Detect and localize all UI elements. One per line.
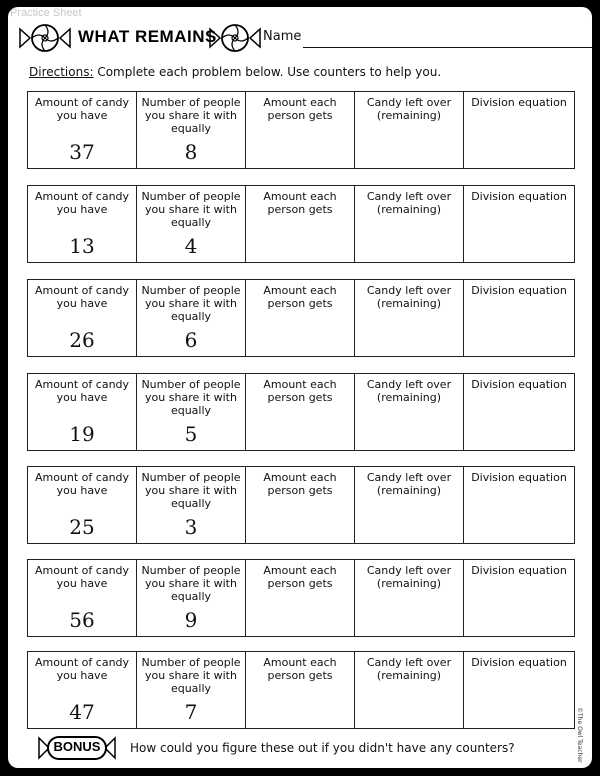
column-header: Amount of candy you have	[34, 190, 130, 216]
problem-row	[27, 185, 575, 263]
candy-amount-cell	[28, 467, 137, 543]
candy-amount-value: 13	[69, 234, 95, 258]
column-header: Amount each person gets	[263, 564, 337, 590]
directions	[29, 65, 441, 79]
column-header: Number of people you share it with equally	[141, 284, 241, 323]
column-header: Number of people you share it with equally	[141, 190, 241, 229]
column-header: Amount of candy you have	[34, 564, 130, 590]
people-count-cell	[137, 560, 246, 636]
candy-left-over-cell[interactable]	[355, 560, 464, 636]
column-header: Number of people you share it with equally	[141, 471, 241, 510]
division-equation-cell[interactable]	[464, 186, 574, 262]
column-header: Candy left over (remaining)	[366, 471, 452, 497]
column-header: Amount of candy you have	[34, 656, 130, 682]
problem-row	[27, 279, 575, 357]
people-count-value: 7	[184, 700, 198, 724]
candy-amount-cell	[28, 186, 137, 262]
amount-each-cell[interactable]	[246, 467, 355, 543]
bonus-label: BONUS	[53, 739, 101, 754]
column-header: Amount of candy you have	[34, 96, 130, 122]
column-header: Candy left over (remaining)	[366, 190, 452, 216]
candy-amount-value: 56	[69, 608, 95, 632]
people-count-value: 6	[184, 328, 198, 352]
people-count-cell	[137, 374, 246, 450]
column-header: Candy left over (remaining)	[366, 656, 452, 682]
people-count-value: 4	[184, 234, 198, 258]
column-header: Amount each person gets	[263, 378, 337, 404]
candy-amount-value: 19	[69, 422, 95, 446]
candy-left-over-cell[interactable]	[355, 280, 464, 356]
amount-each-cell[interactable]	[246, 374, 355, 450]
column-header: Division equation	[471, 190, 567, 203]
column-header: Amount each person gets	[263, 284, 337, 310]
candy-icon	[208, 23, 262, 53]
column-header: Division equation	[471, 564, 567, 577]
column-header: Division equation	[471, 378, 567, 391]
worksheet-title: WHAT REMAINS	[78, 27, 217, 46]
people-count-value: 9	[184, 608, 198, 632]
candy-left-over-cell[interactable]	[355, 374, 464, 450]
column-header: Amount each person gets	[263, 96, 337, 122]
candy-amount-value: 25	[69, 515, 95, 539]
people-count-value: 5	[184, 422, 198, 446]
column-header: Candy left over (remaining)	[366, 378, 452, 404]
column-header: Amount each person gets	[263, 190, 337, 216]
division-equation-cell[interactable]	[464, 467, 574, 543]
amount-each-cell[interactable]	[246, 560, 355, 636]
column-header: Division equation	[471, 284, 567, 297]
division-equation-cell[interactable]	[464, 280, 574, 356]
candy-left-over-cell[interactable]	[355, 186, 464, 262]
people-count-cell	[137, 652, 246, 728]
name-field[interactable]	[303, 47, 592, 48]
candy-amount-cell	[28, 92, 137, 168]
column-header: Number of people you share it with equally	[141, 564, 241, 603]
column-header: Candy left over (remaining)	[366, 96, 452, 122]
division-equation-cell[interactable]	[464, 560, 574, 636]
candy-left-over-cell[interactable]	[355, 467, 464, 543]
column-header: Division equation	[471, 471, 567, 484]
candy-amount-value: 37	[69, 140, 95, 164]
people-count-cell	[137, 467, 246, 543]
practice-sheet-watermark: Practice Sheet	[10, 7, 82, 19]
amount-each-cell[interactable]	[246, 652, 355, 728]
candy-amount-cell	[28, 374, 137, 450]
column-header: Amount of candy you have	[34, 284, 130, 310]
amount-each-cell[interactable]	[246, 280, 355, 356]
candy-amount-value: 47	[69, 700, 95, 724]
column-header: Number of people you share it with equally	[141, 656, 241, 695]
division-equation-cell[interactable]	[464, 652, 574, 728]
problem-row	[27, 466, 575, 544]
bonus-section	[38, 735, 578, 761]
worksheet-header	[18, 23, 588, 63]
amount-each-cell[interactable]	[246, 186, 355, 262]
amount-each-cell[interactable]	[246, 92, 355, 168]
people-count-cell	[137, 186, 246, 262]
candy-left-over-cell[interactable]	[355, 92, 464, 168]
division-equation-cell[interactable]	[464, 374, 574, 450]
bonus-question: How could you figure these out if you didn't have any counters?	[130, 741, 515, 755]
column-header: Amount of candy you have	[34, 378, 130, 404]
column-header: Candy left over (remaining)	[366, 564, 452, 590]
column-header: Number of people you share it with equally	[141, 378, 241, 417]
problem-row	[27, 91, 575, 169]
candy-amount-cell	[28, 560, 137, 636]
candy-amount-cell	[28, 280, 137, 356]
people-count-cell	[137, 92, 246, 168]
worksheet	[8, 7, 592, 768]
problem-row	[27, 373, 575, 451]
name-label: Name	[263, 29, 302, 44]
directions-label: Directions:	[29, 65, 94, 79]
column-header: Number of people you share it with equally	[141, 96, 241, 135]
problem-row	[27, 651, 575, 729]
people-count-cell	[137, 280, 246, 356]
copyright-text: ©The Owl Teacher	[576, 707, 583, 763]
candy-left-over-cell[interactable]	[355, 652, 464, 728]
candy-amount-cell	[28, 652, 137, 728]
problem-row	[27, 559, 575, 637]
candy-amount-value: 26	[69, 328, 95, 352]
column-header: Amount each person gets	[263, 471, 337, 497]
people-count-value: 3	[184, 515, 198, 539]
column-header: Division equation	[471, 96, 567, 109]
candy-icon	[18, 23, 72, 53]
column-header: Amount each person gets	[263, 656, 337, 682]
people-count-value: 8	[184, 140, 198, 164]
column-header: Amount of candy you have	[34, 471, 130, 497]
column-header: Candy left over (remaining)	[366, 284, 452, 310]
division-equation-cell[interactable]	[464, 92, 574, 168]
directions-text: Complete each problem below. Use counters to help you.	[93, 65, 442, 79]
column-header: Division equation	[471, 656, 567, 669]
